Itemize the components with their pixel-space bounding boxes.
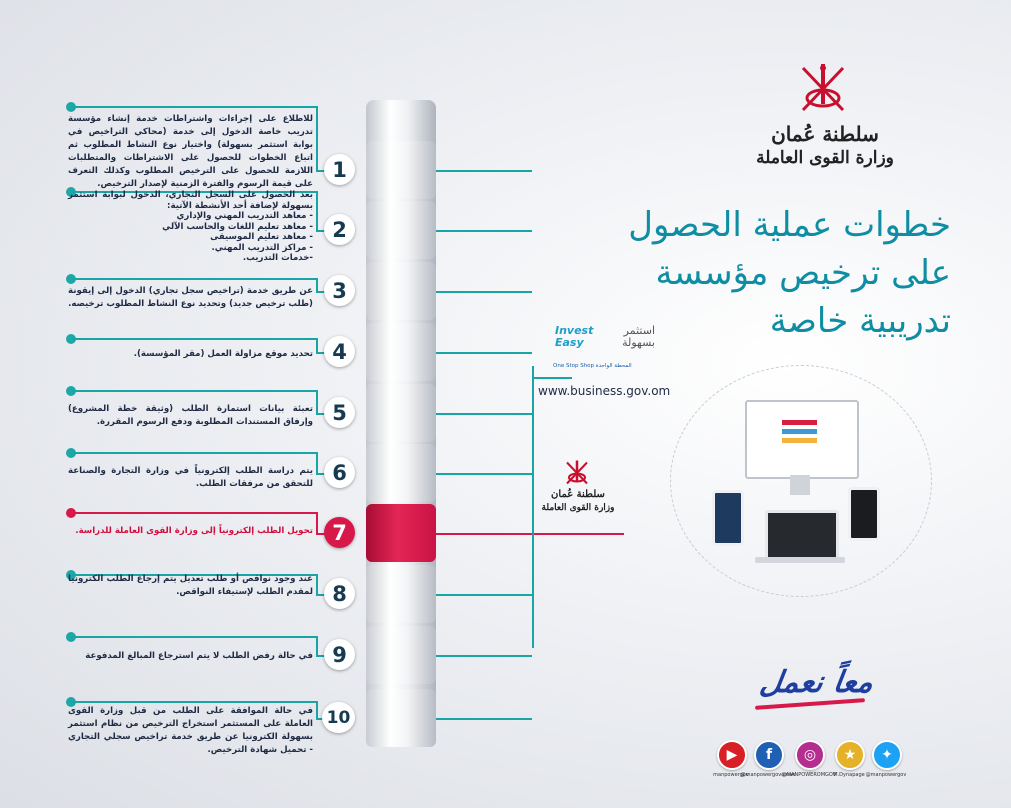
ministry-name-line1: سلطنة عُمان (771, 122, 879, 146)
step-number: 7 (324, 517, 355, 548)
step-connector (72, 512, 317, 514)
fanak-icon[interactable]: ★ (835, 740, 865, 770)
column-segment (366, 201, 436, 259)
step-text (68, 465, 313, 491)
invest-easy-en: Invest Easy (555, 324, 594, 349)
step-text (68, 525, 313, 538)
column-segment (366, 689, 436, 747)
twitter-icon[interactable]: ✦ (872, 740, 902, 770)
step-connector-right (436, 413, 532, 415)
title-line-2: على ترخيص مؤسسة (655, 253, 951, 293)
step-connector (72, 338, 317, 340)
ministry-small-line2: وزارة القوى العاملة (541, 503, 615, 513)
step-connector (72, 636, 317, 638)
step-number: 3 (324, 275, 355, 306)
step-list-item: - معاهد تعليم الموسيقى (210, 232, 313, 242)
step-connector (72, 390, 317, 392)
step-connector (72, 452, 317, 454)
step-description: في حالة الموافقة على الطلب من قبل وزارة القوى العاملة على المستثمر استخراج الترخيص من نظام استثمر بسهولة الكترونيا عن طريق خدمة تراخيص سجلي التجاري - تحميل شهادة الترخيص. (68, 706, 313, 755)
step-description: بعد الحصول على السجل التجاري، الدخول لبوابة استثمر بسهولة لإضافة أحد الأنشطة الآتية: (68, 190, 313, 211)
step-description: يتم دراسة الطلب إلكترونياً في وزارة التجارة والصناعة للتحقق من مرفقات الطلب. (68, 466, 313, 489)
invest-easy-ar: استثمر بسهولة (622, 324, 655, 349)
ministry-logo (745, 60, 905, 175)
connector-vertical-right (532, 366, 534, 648)
title-line-3: تدريبية خاصة (769, 301, 951, 341)
instagram-icon[interactable]: ◎ (795, 740, 825, 770)
step-connector (316, 278, 318, 291)
step-connector (72, 278, 317, 280)
step-connector-right (436, 473, 532, 475)
step-connector-right (436, 533, 624, 535)
devices-illustration (690, 395, 910, 575)
step-text (68, 190, 313, 264)
social-handle: @manpowergov (865, 772, 907, 778)
column-segment (366, 504, 436, 562)
social-handle: M.Dynapage (833, 772, 865, 778)
step-text (68, 348, 313, 361)
step-number: 10 (322, 702, 355, 733)
invest-easy-logo (545, 325, 655, 373)
step-description: في حالة رفض الطلب لا يتم استرجاع المبالغ المدفوعة (85, 651, 313, 661)
step-connector-right (436, 352, 532, 354)
step-connector (316, 191, 318, 230)
social-handle: manpowergov (713, 772, 749, 778)
column-segment (366, 262, 436, 320)
step-number: 9 (324, 639, 355, 670)
step-description: تحويل الطلب إلكترونياً إلى وزارة القوى العاملة للدراسة. (75, 526, 313, 536)
social-handle: @MANPOWEROMGOV (781, 772, 837, 778)
step-description: تعبئة بيانات استمارة الطلب (وثيقة خطة المشروع) وإرفاق المستندات المطلوبة ودفع الرسوم المقررة. (68, 404, 313, 427)
column-segment (366, 565, 436, 623)
column-segment (366, 384, 436, 442)
step-connector (316, 512, 318, 533)
step-text (68, 705, 313, 757)
step-number: 5 (324, 397, 355, 428)
step-text (68, 403, 313, 429)
invest-easy-tag: One Stop Shop المحطة الواحدة (553, 363, 632, 369)
step-text (68, 650, 313, 663)
oman-emblem-icon (562, 458, 592, 488)
step-list-item: - معاهد تعليم اللغات والحاسب الآلي (162, 221, 313, 232)
step-list-item: - معاهد التدريب المهني والإداري (176, 211, 313, 221)
laptop-icon (765, 510, 839, 561)
step-connector (316, 338, 318, 352)
ministry-small-line1: سلطنة عُمان (551, 489, 605, 500)
step-description: للاطلاع على إجراءات واشتراطات خدمة إنشاء مؤسسة تدريب خاصة الدخول إلى خدمة (محاكي التراخيص في بوابة استثمر بسهولة) واختيار نوع النشاط المطلوب ثم اتباع الخطوات للحصول على الاشتراطات والمتطلبات اللازمة للحصول على الترخيص المطلوب وكذلك التعرف على قيمة الرسوم والفترة الزمنية لإصدار الترخيص. (68, 114, 313, 189)
youtube-icon[interactable]: ▶ (717, 740, 747, 770)
step-list-item: -خدمات التدريب. (242, 253, 313, 263)
slogan: معاً نعمل (757, 665, 876, 700)
step-connector-right (436, 594, 532, 596)
step-connector-right (436, 718, 532, 720)
step-number: 1 (324, 154, 355, 185)
step-connector-right (436, 170, 532, 172)
facebook-icon[interactable]: f (754, 740, 784, 770)
step-connector-right (436, 655, 532, 657)
phone-left-icon (712, 490, 744, 546)
column-segment (366, 141, 436, 199)
step-number: 8 (324, 578, 355, 609)
step-text (68, 573, 313, 599)
step-connector (72, 701, 317, 703)
step-connector (316, 106, 318, 170)
step-connector (316, 636, 318, 655)
step-connector-right (436, 230, 532, 232)
step-number: 4 (324, 336, 355, 367)
business-website: www.business.gov.om (538, 384, 671, 398)
step-connector (72, 106, 317, 108)
column-segment (366, 444, 436, 502)
oman-emblem-icon (793, 60, 853, 118)
step-connector (316, 390, 318, 413)
ministry-logo-small (538, 458, 618, 523)
column-segment (366, 626, 436, 684)
step-text (68, 113, 313, 191)
step-description: عند وجود نواقص أو طلب تعديل يتم إرجاع الطلب الكترونيا لمقدم الطلب لإستيفاء النواقص. (68, 574, 313, 597)
step-number: 6 (324, 457, 355, 488)
monitor-icon (745, 400, 859, 479)
step-connector (316, 701, 318, 718)
phone-right-icon (848, 487, 880, 541)
step-connector-right (436, 291, 532, 293)
connector-business-link (532, 377, 572, 379)
step-description: تحديد موقع مزاولة العمل (مقر المؤسسة). (133, 349, 313, 359)
step-text (68, 285, 313, 311)
ministry-name-line2: وزارة القوى العاملة (756, 148, 894, 168)
step-connector (316, 574, 318, 594)
step-list-item: - مراكز التدريب المهني. (211, 242, 313, 253)
step-connector (316, 452, 318, 473)
step-description: عن طريق خدمة (تراخيص سجل تجاري) الدخول إلى إيقونة (طلب ترخيص جديد) وتحديد نوع النشاط المطلوب ترخيصه. (68, 286, 313, 309)
title-line-1: خطوات عملية الحصول (628, 205, 951, 245)
step-number: 2 (324, 214, 355, 245)
column-segment (366, 323, 436, 381)
social-handle: @manpowergovoman (740, 772, 796, 778)
